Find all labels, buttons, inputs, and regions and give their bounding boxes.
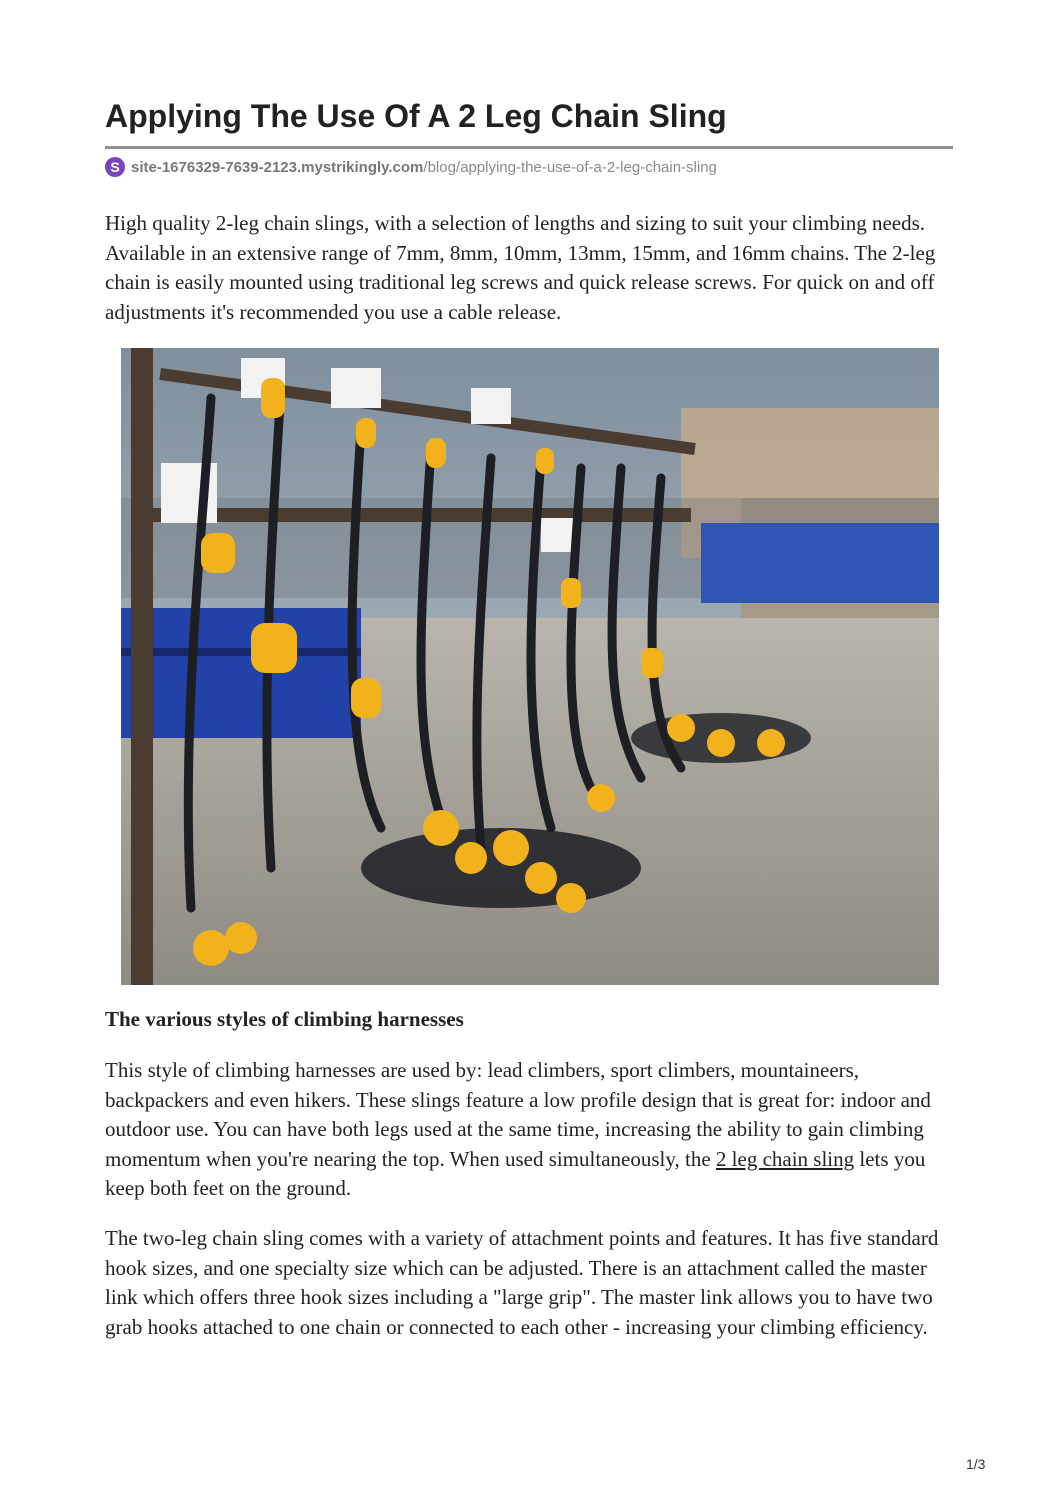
chain-slings-photo [121,348,939,985]
site-logo-icon: S [105,157,125,177]
intro-paragraph: High quality 2-leg chain slings, with a selection of lengths and sizing to suit your climbing needs. Available in an extensive range of 7mm, 8mm, 10mm, 13mm, 15mm, and 16mm chains. The 2-leg chain is easily mounted using traditional leg screws and quick release screws. For quick on and off adjustments it's recommended you use a cable release. [105,211,936,324]
paragraph-text: lets you keep both feet on the ground. [105,1146,926,1200]
section-heading: The various styles of climbing harnesses [105,1007,464,1031]
source-domain: site-1676329-7639-2123.mystrikingly.com [131,158,424,176]
page-number: 1/3 [966,1456,986,1472]
paragraph-text: This style of climbing harnesses are used by: lead climbers, sport climbers, mountaineers, backpackers and even hikers. These slings feature a low profile design that is great for: indoor and outdoor use. You can have both legs used at the same time, increasing the ability to gain climbing momentum when you're nearing the top. When used simultaneously, the [105,1058,931,1171]
source-path: /blog/applying-the-use-of-a-2-leg-chain-sling [423,158,717,176]
body-paragraph-3: The two-leg chain sling comes with a variety of attachment points and features. It has five standard hook sizes, and one specialty size which can be adjusted. There is an attachment called the master link which offers three hook sizes including a "large grip". The master link allows you to have two grab hooks attached to one chain or connected to each other - increasing your climbing efficiency. [105,1226,939,1339]
title-divider [105,146,953,149]
source-url[interactable] [105,156,717,178]
page-title: Applying The Use Of A 2 Leg Chain Sling [105,98,727,134]
chain-sling-link[interactable]: 2 leg chain sling [715,1146,855,1171]
body-paragraph-2 [105,1056,955,1204]
